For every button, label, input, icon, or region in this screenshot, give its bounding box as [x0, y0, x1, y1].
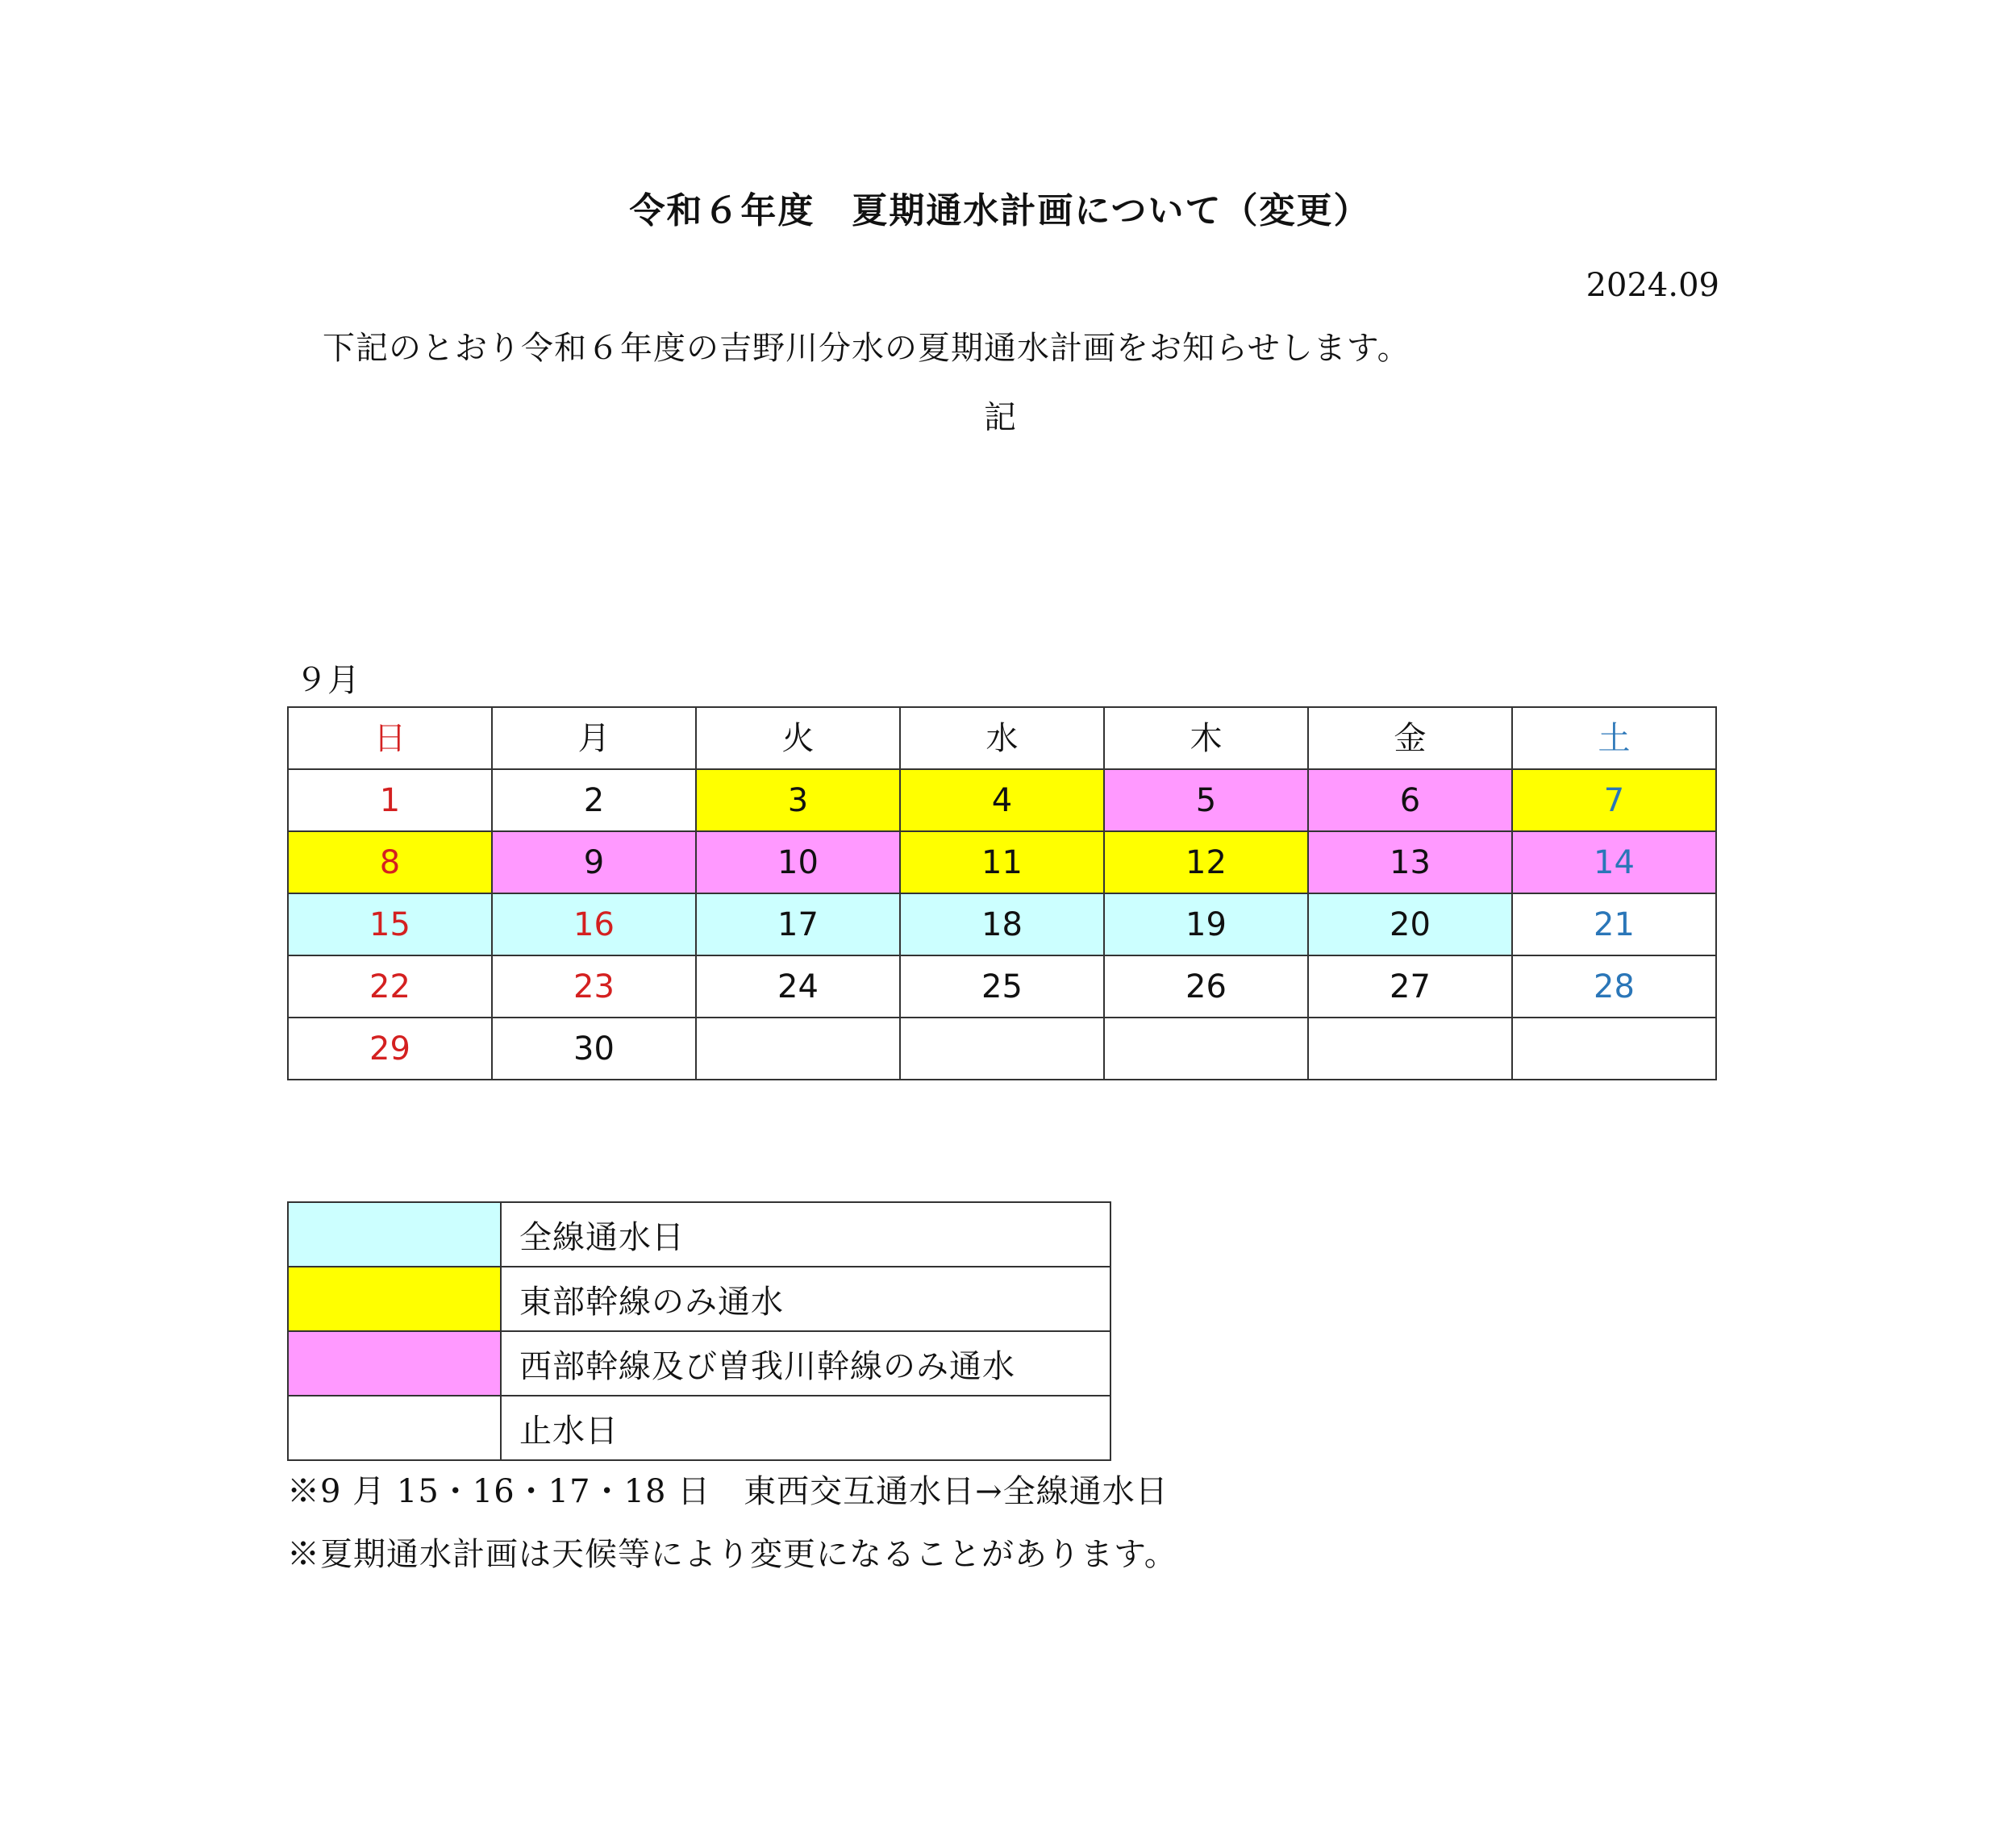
- document-date: 2024.09: [1585, 267, 1719, 304]
- calendar-day-cell: [1104, 1018, 1308, 1080]
- ki-marker: 記: [984, 399, 1016, 436]
- weekday-header: 土: [1512, 707, 1716, 769]
- note-2: ※夏期通水計画は天候等により変更になることがあります。: [287, 1536, 1177, 1573]
- calendar-day-cell: 16: [492, 893, 696, 955]
- legend-label: 東部幹線のみ通水: [501, 1267, 1110, 1331]
- calendar-day-cell: 4: [900, 769, 1104, 831]
- calendar-day-cell: 15: [288, 893, 492, 955]
- calendar-week-row: [288, 955, 1716, 1018]
- calendar-day-cell: 30: [492, 1018, 696, 1080]
- note-1: ※9 月 15・16・17・18 日 東西交互通水日→全線通水日: [287, 1473, 1169, 1510]
- calendar-day-cell: 28: [1512, 955, 1716, 1018]
- weekday-header: 火: [696, 707, 900, 769]
- legend-row: [288, 1396, 1110, 1460]
- weekday-header: 月: [492, 707, 696, 769]
- calendar-day-cell: 8: [288, 831, 492, 893]
- intro-text: 下記のとおり令和６年度の吉野川分水の夏期通水計画をお知らせします。: [323, 330, 1410, 367]
- calendar-week-row: [288, 1018, 1716, 1080]
- calendar-day-cell: [1308, 1018, 1512, 1080]
- calendar-day-cell: 25: [900, 955, 1104, 1018]
- calendar-day-cell: 19: [1104, 893, 1308, 955]
- calendar-day-cell: 18: [900, 893, 1104, 955]
- calendar-week-row: [288, 831, 1716, 893]
- calendar-day-cell: 23: [492, 955, 696, 1018]
- calendar-day-cell: 6: [1308, 769, 1512, 831]
- calendar-table: [287, 706, 1717, 1080]
- calendar-day-cell: 27: [1308, 955, 1512, 1018]
- calendar-day-cell: 5: [1104, 769, 1308, 831]
- calendar-day-cell: 9: [492, 831, 696, 893]
- legend-label: 止水日: [501, 1396, 1110, 1460]
- weekday-header: 水: [900, 707, 1104, 769]
- legend-swatch: [288, 1202, 501, 1267]
- calendar-day-cell: [696, 1018, 900, 1080]
- calendar-week-row: [288, 769, 1716, 831]
- calendar-day-cell: 1: [288, 769, 492, 831]
- calendar-day-cell: 24: [696, 955, 900, 1018]
- legend-row: [288, 1331, 1110, 1396]
- calendar-day-cell: 26: [1104, 955, 1308, 1018]
- calendar-day-cell: 7: [1512, 769, 1716, 831]
- legend-table: [287, 1201, 1111, 1461]
- calendar-day-cell: 17: [696, 893, 900, 955]
- weekday-header-row: [288, 707, 1716, 769]
- calendar-day-cell: 13: [1308, 831, 1512, 893]
- legend-swatch: [288, 1396, 501, 1460]
- legend-label: 西部幹線及び曽我川幹線のみ通水: [501, 1331, 1110, 1396]
- legend-row: [288, 1267, 1110, 1331]
- weekday-header: 金: [1308, 707, 1512, 769]
- calendar-day-cell: 22: [288, 955, 492, 1018]
- calendar-week-row: [288, 893, 1716, 955]
- legend-swatch: [288, 1267, 501, 1331]
- calendar-day-cell: [1512, 1018, 1716, 1080]
- document-title: 令和６年度 夏期通水計画について（変更）: [629, 190, 1371, 231]
- calendar-day-cell: 12: [1104, 831, 1308, 893]
- legend-swatch: [288, 1331, 501, 1396]
- calendar-day-cell: 11: [900, 831, 1104, 893]
- calendar-day-cell: 14: [1512, 831, 1716, 893]
- weekday-header: 日: [288, 707, 492, 769]
- legend-label: 全線通水日: [501, 1202, 1110, 1267]
- weekday-header: 木: [1104, 707, 1308, 769]
- calendar-day-cell: 10: [696, 831, 900, 893]
- calendar-day-cell: 3: [696, 769, 900, 831]
- calendar-day-cell: [900, 1018, 1104, 1080]
- calendar-day-cell: 2: [492, 769, 696, 831]
- calendar-day-cell: 20: [1308, 893, 1512, 955]
- legend-row: [288, 1202, 1110, 1267]
- month-label: ９月: [295, 662, 360, 699]
- calendar-day-cell: 21: [1512, 893, 1716, 955]
- calendar-day-cell: 29: [288, 1018, 492, 1080]
